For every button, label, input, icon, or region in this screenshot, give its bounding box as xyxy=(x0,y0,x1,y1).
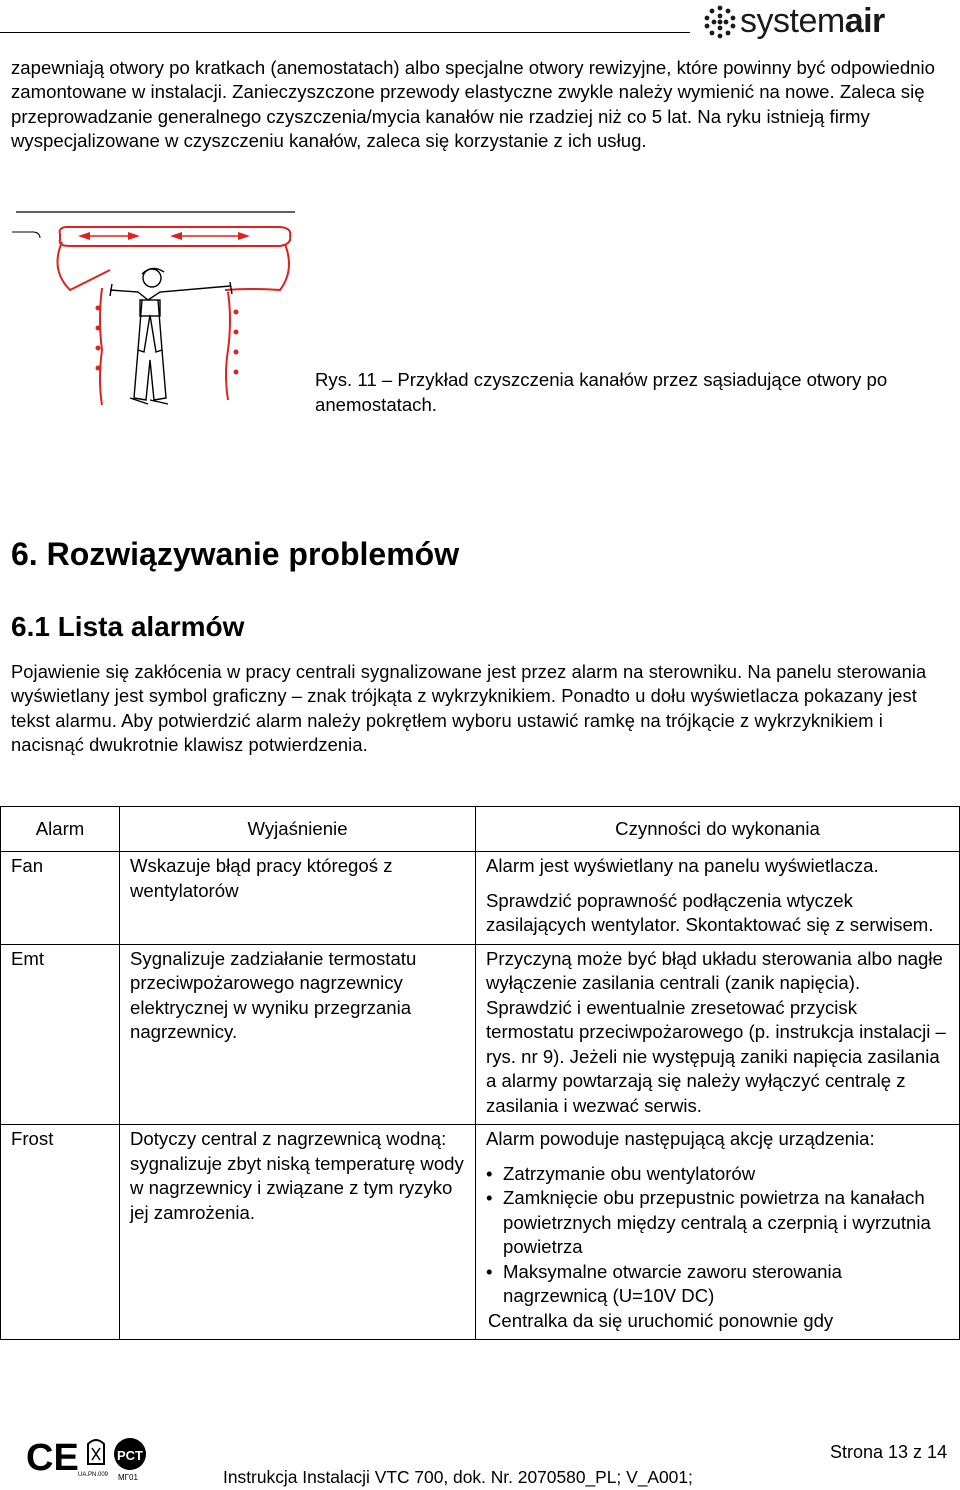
duct-cleaning-illustration xyxy=(10,200,310,420)
action-text: Alarm powoduje następującą akcję urządzenia: xyxy=(486,1128,875,1149)
logo-dots-icon xyxy=(702,4,738,40)
action-bullet-list xyxy=(486,1162,949,1309)
table-row xyxy=(1,852,960,945)
alarm-code: Emt xyxy=(1,944,120,1125)
page-number: Strona 13 z 14 xyxy=(830,1442,948,1462)
mg-mark: МГ01 xyxy=(118,1473,138,1482)
systemair-logo xyxy=(700,0,958,44)
ce-mark: CE xyxy=(26,1437,79,1479)
pct-mark: PCT xyxy=(117,1448,143,1463)
column-header-explanation: Wyjaśnienie xyxy=(120,807,476,852)
table-row xyxy=(1,944,960,1125)
ua-mark: UA.PN.009 xyxy=(78,1472,109,1478)
alarm-explanation: Sygnalizuje zadziałanie termostatu przeciwpożarowego nagrzewnicy elektrycznej w wyniku przegrzania nagrzewnicy. xyxy=(120,944,476,1125)
certification-marks xyxy=(26,1432,156,1482)
alarm-explanation: Wskazuje błąd pracy któregoś z wentylatorów xyxy=(120,852,476,945)
alarm-actions xyxy=(476,1125,960,1340)
action-text: Sprawdzić poprawność podłączenia wtyczek zasilających wentylator. Skontaktować się z serwisem. xyxy=(486,889,934,935)
action-text: Przyczyną może być błąd układu sterowania albo nagłe wyłączenie zasilania centrali (zanik napięcia). Sprawdzić i ewentualnie zresetować przycisk termostatu przeciwpożarowego (p. instrukcja instalacji – rys. nr 9). Jeżeli nie występują zaniki napięcia zasilania a alarmy powtarzają się należy wyłączyć centralę z zasilania i wezwać serwis. xyxy=(486,947,946,1116)
list-item: • Zamknięcie obu przepustnic powietrza na kanałach powietrznych między centralą a czerpnią i wyrzutnia powietrza xyxy=(486,1186,949,1260)
column-header-actions: Czynności do wykonania xyxy=(476,807,960,852)
table-row xyxy=(1,1125,960,1340)
table-header-row xyxy=(1,807,960,852)
alarm-explanation: Dotyczy central z nagrzewnicą wodną: sygnalizuje zbyt niską temperaturę wody w nagrzewnicy i związane z tym ryzyko jej zamrożenia. xyxy=(120,1125,476,1340)
action-text: Centralka da się uruchomić ponownie gdy xyxy=(488,1309,834,1331)
alarm-code: Frost xyxy=(1,1125,120,1340)
list-item: • Maksymalne otwarcie zaworu sterowania nagrzewnicą (U=10V DC) xyxy=(486,1260,949,1309)
certification-marks-icon xyxy=(26,1432,156,1482)
figure-caption: Rys. 11 – Przykład czyszczenia kanałów przez sąsiadujące otwory po anemostatach. xyxy=(315,369,888,415)
alarm-actions xyxy=(476,944,960,1125)
header-rule xyxy=(0,32,690,33)
alarm-table xyxy=(0,806,960,1340)
action-text: Alarm jest wyświetlany na panelu wyświetlacza. xyxy=(486,855,879,876)
alarm-actions xyxy=(476,852,960,945)
alarm-intro-paragraph: Pojawienie się zakłócenia w pracy centrali sygnalizowane jest przez alarm na sterowniku. Na panelu sterowania wyświetlany jest symbol graficzny – znak trójkąta z wykrzyknikiem. Ponadto u dołu wyświetlacza pokazany jest tekst alarmu. Aby potwierdzić alarm należy pokrętłem wyboru ustawić ramkę na trójkącie z wykrzyknikiem i nacisnąć dwukrotnie klawisz potwierdzenia. xyxy=(11,661,927,756)
worker-cleaning-duct-drawing xyxy=(10,200,310,420)
alarm-code: Fan xyxy=(1,852,120,945)
section-title: 6. Rozwiązywanie problemów xyxy=(11,536,460,572)
document-reference: Instrukcja Instalacji VTC 700, dok. Nr. 2070580_PL; V_A001; xyxy=(223,1467,693,1487)
intro-paragraph: zapewniają otwory po kratkach (anemostatach) albo specjalne otwory rewizyjne, które powinny być odpowiednio zamontowane w instalacji. Zanieczyszczone przewody elastyczne zwykle należy wymienić na nowe. Zaleca się przeprowadzanie generalnego czyszczenia/mycia kanałów nie rzadziej niż co 5 lat. Na ryku istnieją firmy wyspecjalizowane w czyszczeniu kanałów, zaleca się korzystanie z ich usług. xyxy=(11,57,935,152)
logo-wordmark: systemair xyxy=(740,2,885,40)
subsection-title: 6.1 Lista alarmów xyxy=(11,611,245,642)
list-item: • Zatrzymanie obu wentylatorów xyxy=(486,1162,949,1187)
column-header-alarm: Alarm xyxy=(1,807,120,852)
